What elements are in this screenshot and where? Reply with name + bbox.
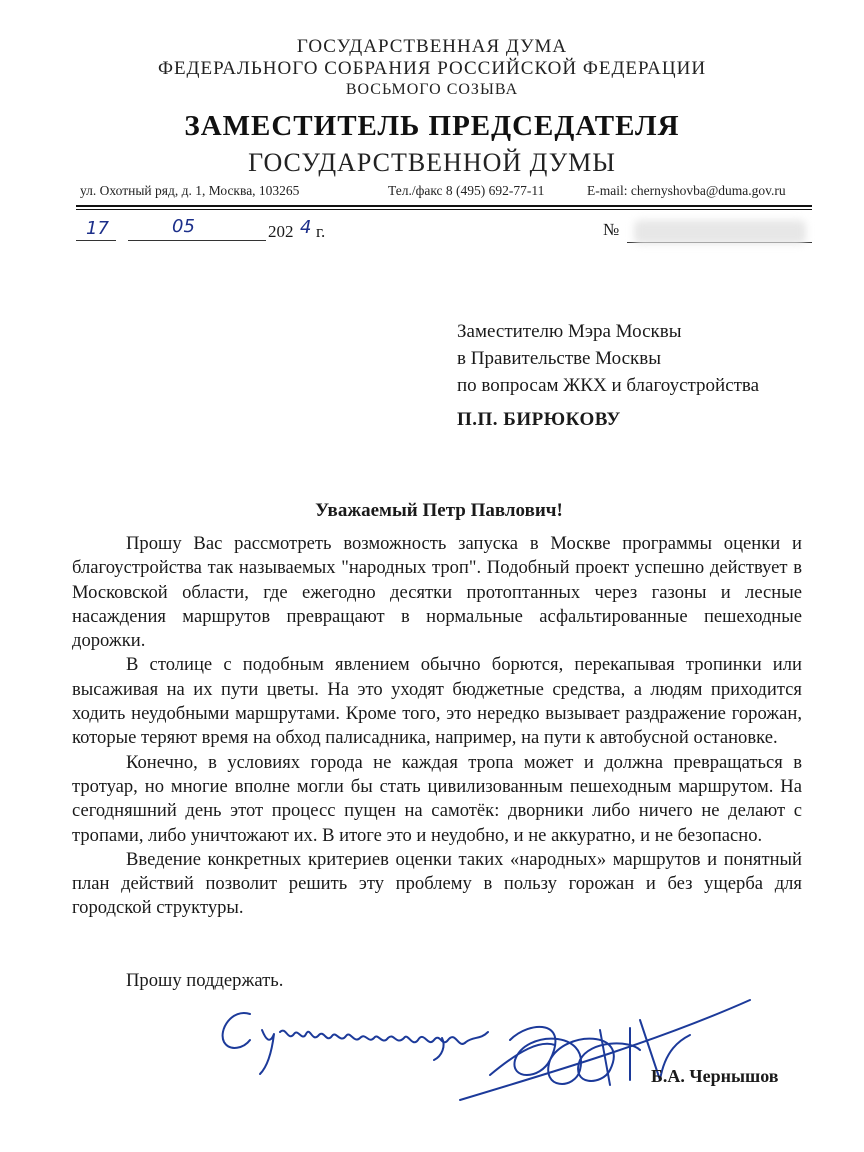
paragraph-3: Конечно, в условиях города не каждая тропа может и должна превращаться в тротуар, но многие вполне могли бы стать цивилизованным пешеходным маршрутом. На сегодняшний день этот процесс пущен на самотёк: дворники либо ничего не делают с тропами, либо уничтожают их. В итоге это и неудобно, и не аккуратно, и не безопасно.	[72, 751, 802, 846]
letterhead-email: E-mail: chernyshovba@duma.gov.ru	[587, 183, 786, 198]
number-sign: №	[603, 220, 620, 239]
paragraph-4: Введение конкретных критериев оценки таких «народных» маршрутов и понятный план действий позволит решить эту проблему в пользу горожан и без ущерба для городской структуры.	[72, 848, 802, 919]
addressee-line-1: Заместителю Мэра Москвы	[457, 321, 682, 342]
redacted-number	[634, 220, 806, 244]
paragraph-1: Прошу Вас рассмотреть возможность запуска в Москве программы оценки и благоустройства так называемых "народных троп". Подобный проект успешно действует в Московской области, где ежегодно десятки протоптанных через газоны и лесные насаждения маршрутов превращают в нормальные асфальтированные пешеходные дорожки.	[72, 533, 802, 652]
addressee-line-2: в Правительстве Москвы	[457, 348, 661, 369]
date-year-digit: 4	[300, 217, 312, 238]
addressee-name: П.П. БИРЮКОВУ	[457, 409, 621, 430]
letter-body	[72, 532, 802, 921]
date-field	[76, 218, 346, 244]
signer-name: Б.А. Чернышов	[651, 1066, 779, 1086]
letterhead-line-3: ВОСЬМОГО СОЗЫВА	[345, 81, 519, 98]
letterhead-rule-thin	[76, 209, 812, 210]
letterhead-title: ЗАМЕСТИТЕЛЬ ПРЕДСЕДАТЕЛЯ	[184, 110, 680, 142]
letterhead-line-2: ФЕДЕРАЛЬНОГО СОБРАНИЯ РОССИЙСКОЙ ФЕДЕРАЦИИ	[157, 58, 707, 79]
letterhead-phone: Тел./факс 8 (495) 692-77-11	[388, 183, 545, 198]
addressee-block	[457, 318, 759, 433]
date-year-suffix: г.	[316, 222, 326, 241]
closing-line: Прошу поддержать.	[126, 970, 284, 991]
letterhead-address: ул. Охотный ряд, д. 1, Москва, 103265	[80, 183, 300, 198]
date-month: 05	[172, 216, 195, 237]
paragraph-2: В столице с подобным явлением обычно борются, перекапывая тропинки или высаживая на их пути цветы. На это уходят бюджетные средства, а людям приходится ходить неудобными маршрутами. Кроме того, это нередко вызывает раздражение горожан, которые теряют время на обход палисадника, например, на пути к автобусной остановке.	[72, 654, 802, 749]
handwritten-signature	[210, 990, 770, 1110]
letterhead-line-1: ГОСУДАРСТВЕННАЯ ДУМА	[296, 36, 568, 57]
addressee-line-3: по вопросам ЖКХ и благоустройства	[457, 375, 760, 396]
date-year-prefix: 202	[268, 222, 294, 241]
letterhead-rule	[76, 205, 812, 207]
greeting: Уважаемый Петр Павлович!	[315, 500, 563, 521]
date-month-underline	[128, 240, 266, 241]
date-day-underline	[76, 240, 116, 241]
letterhead-subtitle: ГОСУДАРСТВЕННОЙ ДУМЫ	[248, 148, 616, 177]
date-day: 17	[86, 218, 109, 239]
